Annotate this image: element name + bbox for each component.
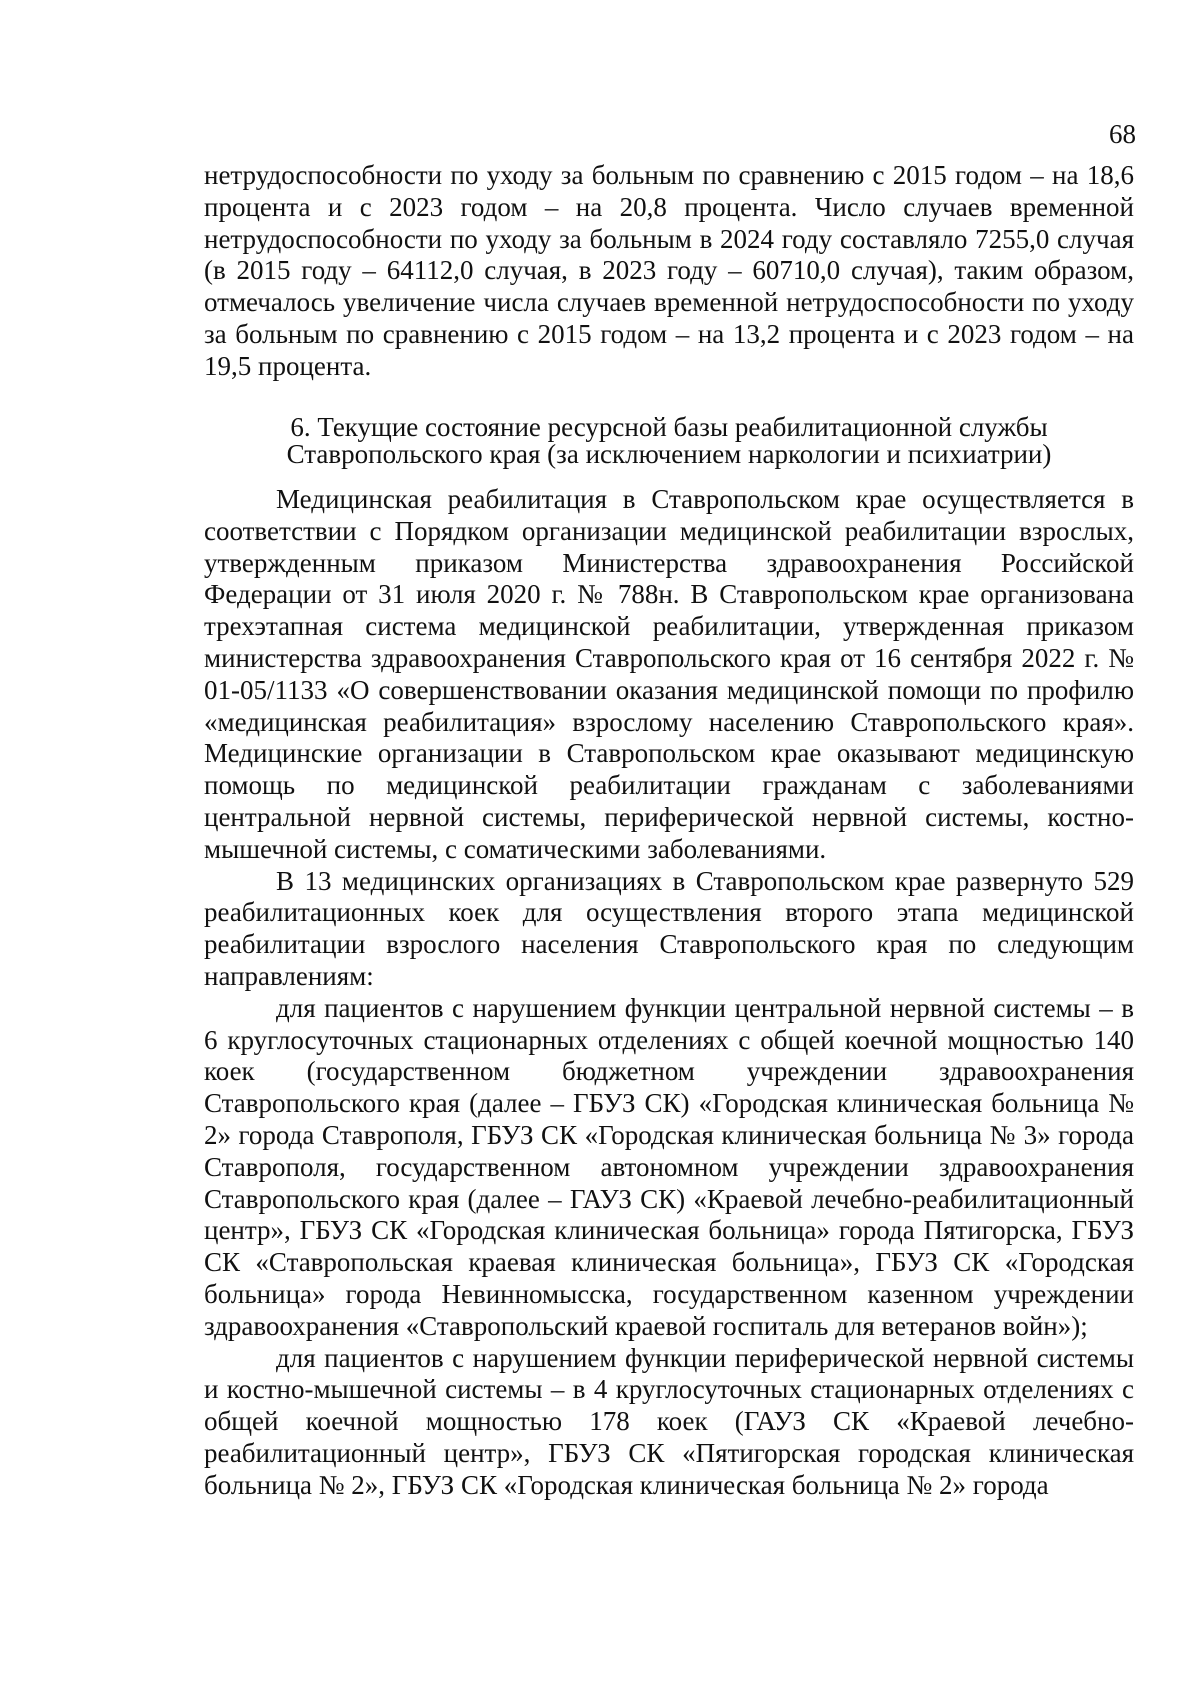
- paragraph-beds-count: В 13 медицинских организациях в Ставропольском крае развернуто 529 реабилитационных коек для осуществления второго этапа медицинской реабилитации взрослого населения Ставропольского края по следующим направлениям:: [204, 865, 1134, 991]
- paragraph-cns-patients: для пациентов с нарушением функции центральной нервной системы – в 6 круглосуточных стационарных отделениях с общей коечной мощностью 140 коек (государственном бюджетном учреждении здравоохранения Ставропольского края (далее – ГБУЗ СК) «Городская клиническая больница № 2» города Ставрополя, ГБУЗ СК «Городская клиническая больница № 3» города Ставрополя, государственном автономном учреждении здравоохранения Ставропольского края (далее – ГАУЗ СК) «Краевой лечебно-реабилитационный центр», ГБУЗ СК «Городская клиническая больница» города Пятигорска, ГБУЗ СК «Ставропольская краевая клиническая больница», ГБУЗ СК «Городская больница» города Невинномысска, государственном казенном учреждении здравоохранения «Ставропольский краевой госпиталь для ветеранов войн»);: [204, 992, 1134, 1341]
- section-heading: [204, 414, 1134, 468]
- top-text-block: [204, 160, 1134, 383]
- main-text-block: [204, 484, 1134, 1502]
- paragraph-rehab-overview: Медицинская реабилитация в Ставропольском крае осуществляется в соответствии с Порядком организации медицинской реабилитации взрослых, утвержденным приказом Министерства здравоохранения Российской Федерации от 31 июля 2020 г. № 788н. В Ставропольском крае организована трехэтапная система медицинской реабилитации, утвержденная приказом министерства здравоохранения Ставропольского края от 16 сентября 2022 г. № 01-05/1133 «О совершенствовании оказания медицинской помощи по профилю «медицинская реабилитация» взрослому населению Ставропольского края». Медицинские организации в Ставропольском крае оказывают медицинскую помощь по медицинской реабилитации гражданам с заболеваниями центральной нервной системы, периферической нервной системы, костно-мышечной системы, с соматическими заболеваниями.: [204, 484, 1134, 864]
- section-heading-line-1: 6. Текущие состояние ресурсной базы реабилитационной службы: [290, 412, 1048, 442]
- section-heading-line-2: Ставропольского края (за исключением наркологии и психиатрии): [286, 439, 1052, 469]
- paragraph-pns-patients: для пациентов с нарушением функции периферической нервной системы и костно-мышечной системы – в 4 круглосуточных стационарных отделениях с общей коечной мощностью 178 коек (ГАУЗ СК «Краевой лечебно-реабилитационный центр», ГБУЗ СК «Пятигорская городская клиническая больница № 2», ГБУЗ СК «Городская клиническая больница № 2» города: [204, 1342, 1134, 1500]
- page-number: 68: [1109, 119, 1136, 149]
- paragraph-continuation: нетрудоспособности по уходу за больным по сравнению с 2015 годом – на 18,6 процента и с 2023 годом – на 20,8 процента. Число случаев временной нетрудоспособности по уходу за больным в 2024 году составляло 7255,0 случая (в 2015 году – 64112,0 случая, в 2023 году – 60710,0 случая), таким образом, отмечалось увеличение числа случаев временной нетрудоспособности по уходу за больным по сравнению с 2015 годом – на 13,2 процента и с 2023 годом – на 19,5 процента.: [204, 160, 1134, 381]
